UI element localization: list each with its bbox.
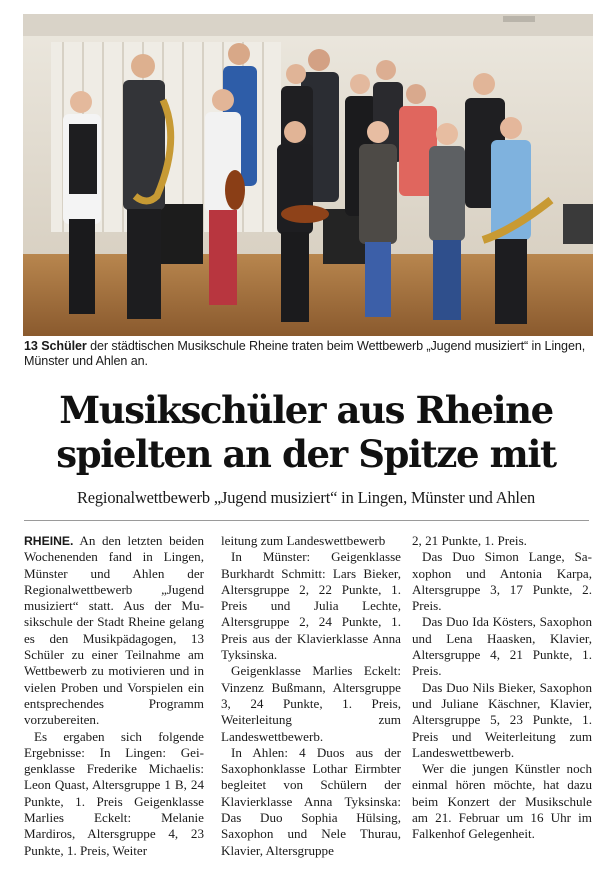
- article-column-2: [221, 533, 401, 859]
- headline-line-2: spielten an der Spitze mit: [56, 432, 556, 476]
- paragraph: leitung zum Landeswettbewerb: [221, 533, 386, 548]
- paragraph: Das Duo Nils Bieker, Saxophon und Juliane Käschner, Klavier, Altersgruppe 5, 23 Punkte, 1. Preis und Weiterleitung zum Landeswettbewerb.: [412, 679, 592, 760]
- paragraph: 2, 21 Punkte, 1. Preis.: [412, 533, 527, 548]
- photo-caption: [24, 339, 592, 369]
- paragraph: Das Duo Simon Lange, Saxophon und Antonia Karpa, Altersgruppe 3, 17 Punkte, 2. Preis.: [412, 549, 592, 614]
- caption-text: der städtischen Musikschule Rheine traten beim Wettbewerb „Jugend musiziert“ in Lingen, Münster und Ahlen an.: [24, 339, 586, 368]
- article-column-3: [412, 533, 592, 843]
- headline-line-1: Musikschüler aus Rheine: [59, 388, 553, 432]
- paragraph: In Ahlen: 4 Duos aus der Saxophonklasse Lothar Eirmbter begleitet von Schülern der Klavierklasse Anna Tyksinska: Das Duo Sophia Hülsing, Saxophon und Nele Thurau, Klavier, Altersgruppe: [221, 744, 401, 858]
- paragraph: Es ergaben sich folgende Ergebnisse: In Lingen: Geigenklasse Frederike Michaelis: Leon Quast, Altersgruppe 1 B, 24 Punkte, 1. Preis Geigenklasse Marlies Eckelt: Melanie Mardiros, Altersgruppe 4, 23 Punkte, 1. Preis, Weiter: [24, 728, 204, 858]
- subheadline: Regionalwettbewerb „Jugend musiziert“ in Lingen, Münster und Ahlen: [76, 488, 536, 507]
- divider: [24, 520, 589, 521]
- group-photo-icon: [23, 14, 593, 336]
- caption-lead: 13 Schüler: [24, 339, 87, 353]
- paragraph: Geigenklasse Marlies Eckelt: Vinzenz Bußmann, Altersgruppe 3, 24 Punkte, 1. Preis, Weiterleitung zum Landeswettbewerb.: [221, 663, 401, 744]
- article-body: [24, 533, 592, 878]
- paragraph-text: An den letzten beiden Wochenenden fand in Lingen, Münster und Ahlen der Regionalwettbewerb „Jugend musiziert“ statt. Aus der Musikschule der Stadt Rheine gelang es den Musikpädagogen, 13 Schüler zu einer Teilnahme am Wettbewerb zu motivieren und in vielen Proben und Vorspielen ein entsprechendes Programm vorzubereiten.: [24, 533, 204, 728]
- paragraph: In Münster: Geigenklasse Burkhardt Schmitt: Lars Bieker, Altersgruppe 2, 22 Punkte, 1. Preis und Julia Lechte, Altersgruppe 2, 24 Punkte, 1. Preis aus der Klavierklasse Anna Tyksinska.: [221, 549, 401, 663]
- headline: [0, 388, 612, 476]
- paragraph: Wer die jungen Künstler noch einmal hören möchte, hat dazu beim Konzert der Musikschule am 21. Februar um 16 Uhr im Falkenhof Gelegenheit.: [412, 761, 592, 842]
- group-photo: [23, 14, 593, 336]
- paragraph: Das Duo Ida Kösters, Saxophon und Lena Haasken, Klavier, Altersgruppe 4, 21 Punkte, 1. Preis.: [412, 614, 592, 679]
- paragraph: [24, 533, 204, 729]
- article-column-1: [24, 533, 204, 859]
- dateline: RHEINE.: [24, 534, 74, 548]
